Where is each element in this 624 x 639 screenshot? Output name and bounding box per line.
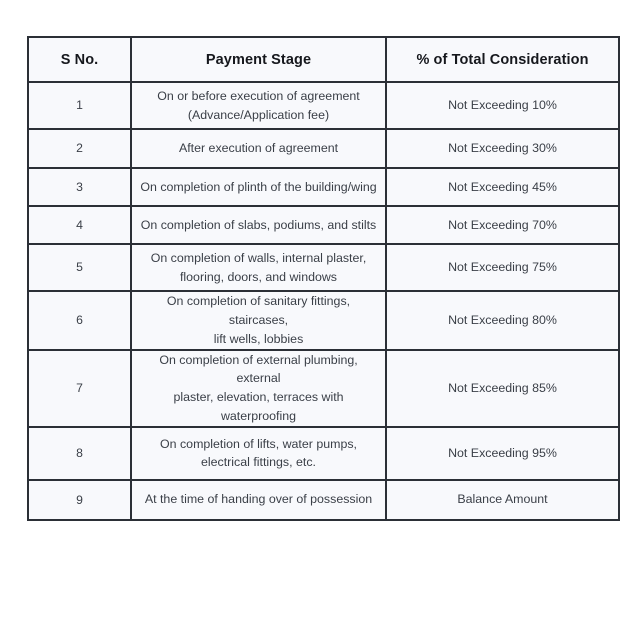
table-row — [28, 206, 619, 244]
cell-sno: 7 — [28, 350, 131, 427]
table-row — [28, 82, 619, 129]
cell-percent: Not Exceeding 95% — [386, 427, 619, 480]
cell-payment-stage — [131, 427, 386, 480]
table-row — [28, 129, 619, 168]
stage-line: waterproofing — [220, 409, 297, 424]
table-row — [28, 480, 619, 520]
table-row — [28, 350, 619, 427]
cell-payment-stage — [131, 244, 386, 291]
cell-sno: 4 — [28, 206, 131, 244]
table-row — [28, 168, 619, 206]
payment-schedule-table — [27, 36, 620, 521]
stage-line: flooring, doors, and windows — [179, 269, 338, 284]
cell-percent: Not Exceeding 85% — [386, 350, 619, 427]
stage-line: At the time of handing over of possession — [144, 492, 373, 507]
column-header-percent-total-consideration: % of Total Consideration — [386, 37, 619, 82]
column-header-payment-stage: Payment Stage — [131, 37, 386, 82]
stage-line: lift wells, lobbies — [213, 331, 304, 346]
cell-payment-stage — [131, 129, 386, 168]
table-header-row — [28, 37, 619, 82]
cell-payment-stage — [131, 480, 386, 520]
cell-payment-stage — [131, 291, 386, 350]
table-row — [28, 291, 619, 350]
cell-payment-stage — [131, 350, 386, 427]
table-row — [28, 427, 619, 480]
cell-sno: 9 — [28, 480, 131, 520]
cell-payment-stage — [131, 82, 386, 129]
stage-line: electrical fittings, etc. — [200, 455, 316, 470]
cell-payment-stage — [131, 206, 386, 244]
cell-sno: 8 — [28, 427, 131, 480]
cell-percent: Not Exceeding 30% — [386, 129, 619, 168]
stage-line: After execution of agreement — [178, 141, 339, 156]
cell-percent: Not Exceeding 80% — [386, 291, 619, 350]
stage-line: On or before execution of agreement — [157, 88, 360, 103]
table-body — [28, 82, 619, 520]
cell-sno: 5 — [28, 244, 131, 291]
cell-sno: 1 — [28, 82, 131, 129]
cell-sno: 2 — [28, 129, 131, 168]
stage-line: On completion of plinth of the building/wing — [140, 179, 377, 194]
cell-payment-stage — [131, 168, 386, 206]
cell-percent: Not Exceeding 70% — [386, 206, 619, 244]
cell-percent: Not Exceeding 45% — [386, 168, 619, 206]
cell-sno: 3 — [28, 168, 131, 206]
stage-line: On completion of slabs, podiums, and stilts — [140, 217, 377, 232]
cell-percent: Not Exceeding 75% — [386, 244, 619, 291]
cell-sno: 6 — [28, 291, 131, 350]
stage-line: plaster, elevation, terraces with — [173, 390, 344, 405]
stage-line: On completion of walls, internal plaster, — [150, 250, 367, 265]
table-row — [28, 244, 619, 291]
stage-line: (Advance/Application fee) — [187, 107, 330, 122]
cell-percent: Balance Amount — [386, 480, 619, 520]
stage-line: On completion of sanitary fittings, staircases, — [166, 294, 351, 327]
column-header-sno: S No. — [28, 37, 131, 82]
table-header — [28, 37, 619, 82]
cell-percent: Not Exceeding 10% — [386, 82, 619, 129]
stage-line: On completion of lifts, water pumps, — [160, 436, 357, 451]
stage-line: On completion of external plumbing, external — [159, 352, 358, 386]
